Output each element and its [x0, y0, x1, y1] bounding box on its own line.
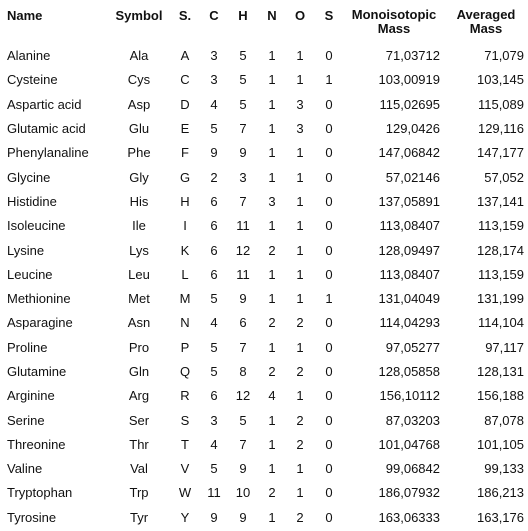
cell-symbol: Pro	[128, 339, 150, 355]
cell-averaged-mass: 147,177	[477, 145, 524, 161]
cell-carbon: 9	[210, 509, 218, 525]
cell-nitrogen: 2	[268, 485, 276, 501]
cell-monoisotopic-mass: 156,10112	[379, 388, 440, 404]
cell-monoisotopic-mass: 137,05891	[378, 193, 440, 209]
cell-single-letter: G	[179, 169, 191, 185]
cell-hydrogen: 11	[236, 218, 250, 234]
cell-carbon: 5	[210, 461, 218, 477]
table-header	[0, 0, 528, 44]
cell-symbol: Gly	[129, 169, 149, 185]
cell-sulfur: 0	[325, 48, 333, 64]
cell-symbol: Asn	[127, 315, 151, 331]
cell-oxygen: 2	[296, 436, 304, 452]
cell-nitrogen: 1	[268, 48, 276, 64]
cell-oxygen: 1	[296, 461, 304, 477]
cell-hydrogen: 9	[239, 291, 247, 307]
cell-nitrogen: 1	[268, 218, 276, 234]
cell-nitrogen: 1	[268, 412, 276, 428]
table-row	[0, 190, 528, 214]
cell-name: Glutamine	[7, 364, 67, 379]
cell-sulfur: 1	[325, 72, 333, 88]
cell-monoisotopic-mass: 128,09497	[378, 242, 440, 258]
cell-nitrogen: 1	[268, 339, 276, 355]
header-row	[0, 0, 528, 44]
cell-oxygen: 1	[296, 169, 304, 185]
cell-name: Histidine	[7, 193, 57, 209]
cell-single-letter: Q	[179, 364, 191, 379]
header-avg-line1: Averaged	[456, 7, 516, 22]
table-row	[0, 408, 528, 432]
cell-symbol: Leu	[128, 266, 150, 282]
cell-nitrogen: 2	[268, 315, 276, 331]
cell-monoisotopic-mass: 113,08407	[379, 218, 440, 234]
cell-carbon: 5	[210, 339, 218, 355]
cell-averaged-mass: 128,131	[477, 364, 524, 379]
cell-oxygen: 1	[296, 145, 304, 161]
cell-single-letter: V	[180, 461, 190, 477]
cell-single-letter: K	[180, 242, 190, 258]
cell-sulfur: 0	[325, 485, 333, 501]
cell-carbon: 5	[210, 291, 218, 307]
cell-sulfur: 0	[325, 121, 333, 137]
cell-single-letter: Y	[180, 509, 190, 525]
header-single-letter: S.	[178, 8, 192, 23]
header-nitrogen: N	[267, 8, 277, 23]
cell-monoisotopic-mass: 115,02695	[379, 96, 440, 112]
cell-sulfur: 0	[325, 145, 333, 161]
cell-name: Tyrosine	[7, 509, 57, 525]
cell-single-letter: M	[179, 291, 191, 307]
cell-averaged-mass: 163,176	[477, 509, 524, 525]
cell-monoisotopic-mass: 113,08407	[379, 266, 440, 282]
cell-nitrogen: 1	[268, 121, 276, 137]
cell-oxygen: 1	[296, 266, 304, 282]
table-row	[0, 93, 528, 117]
cell-sulfur: 0	[325, 193, 333, 209]
cell-symbol: Val	[130, 461, 148, 477]
cell-nitrogen: 1	[268, 96, 276, 112]
cell-name: Asparagine	[7, 315, 73, 331]
cell-nitrogen: 1	[268, 72, 276, 88]
cell-carbon: 5	[210, 121, 218, 137]
cell-carbon: 2	[210, 169, 218, 185]
cell-sulfur: 0	[325, 339, 333, 355]
cell-name: Glycine	[7, 169, 51, 185]
cell-monoisotopic-mass: 147,06842	[378, 145, 440, 161]
cell-monoisotopic-mass: 163,06333	[378, 509, 440, 525]
cell-single-letter: F	[181, 145, 189, 161]
cell-oxygen: 1	[296, 193, 304, 209]
header-hydrogen: H	[238, 8, 248, 23]
cell-carbon: 5	[210, 364, 218, 379]
cell-hydrogen: 3	[239, 169, 247, 185]
cell-single-letter: W	[178, 485, 192, 501]
cell-averaged-mass: 57,052	[484, 169, 524, 185]
cell-symbol: Tyr	[129, 509, 149, 525]
cell-single-letter: P	[180, 339, 190, 355]
cell-hydrogen: 7	[239, 193, 247, 209]
header-mono-line1: Monoisotopic	[351, 7, 437, 22]
cell-averaged-mass: 129,116	[477, 121, 524, 137]
cell-single-letter: R	[180, 388, 190, 404]
cell-name: Proline	[7, 339, 48, 355]
cell-single-letter: S	[180, 412, 190, 428]
cell-symbol: His	[129, 193, 149, 209]
cell-symbol: Phe	[127, 145, 151, 161]
cell-sulfur: 0	[325, 364, 333, 379]
table-row	[0, 384, 528, 408]
cell-sulfur: 0	[325, 315, 333, 331]
cell-monoisotopic-mass: 131,04049	[378, 291, 440, 307]
cell-oxygen: 1	[296, 291, 304, 307]
cell-sulfur: 0	[325, 436, 333, 452]
cell-hydrogen: 7	[239, 436, 247, 452]
cell-name: Arginine	[7, 388, 55, 404]
cell-averaged-mass: 99,133	[484, 461, 524, 477]
cell-hydrogen: 5	[239, 96, 247, 112]
cell-symbol: Lys	[129, 242, 149, 258]
cell-monoisotopic-mass: 129,0426	[385, 121, 440, 137]
table-row	[0, 44, 528, 68]
cell-carbon: 11	[207, 485, 221, 501]
cell-sulfur: 0	[325, 218, 333, 234]
cell-name: Aspartic acid	[7, 96, 82, 112]
cell-single-letter: C	[180, 72, 190, 88]
cell-monoisotopic-mass: 186,07932	[378, 485, 440, 501]
cell-hydrogen: 9	[239, 145, 247, 161]
cell-symbol: Thr	[129, 436, 149, 452]
cell-oxygen: 1	[296, 242, 304, 258]
cell-oxygen: 2	[296, 315, 304, 331]
cell-sulfur: 0	[325, 96, 333, 112]
cell-nitrogen: 2	[268, 364, 276, 379]
table-body	[0, 44, 528, 530]
cell-carbon: 3	[210, 48, 218, 64]
table-row	[0, 68, 528, 92]
cell-monoisotopic-mass: 103,00919	[378, 72, 440, 88]
cell-nitrogen: 1	[268, 145, 276, 161]
cell-hydrogen: 9	[239, 461, 247, 477]
cell-averaged-mass: 186,213	[477, 485, 524, 501]
table-row	[0, 433, 528, 457]
table-row	[0, 141, 528, 165]
cell-name: Glutamic acid	[7, 121, 86, 137]
table-row	[0, 336, 528, 360]
cell-single-letter: H	[180, 193, 190, 209]
cell-single-letter: T	[181, 436, 189, 452]
cell-carbon: 3	[210, 412, 218, 428]
cell-name: Alanine	[7, 48, 51, 64]
cell-hydrogen: 5	[239, 412, 247, 428]
cell-name: Valine	[7, 461, 43, 477]
cell-nitrogen: 1	[268, 291, 276, 307]
cell-averaged-mass: 97,117	[485, 339, 524, 355]
cell-hydrogen: 5	[239, 48, 247, 64]
cell-carbon: 9	[210, 145, 218, 161]
cell-averaged-mass: 156,188	[477, 388, 524, 404]
header-name: Name	[7, 8, 43, 23]
cell-symbol: Trp	[129, 485, 149, 501]
table-row	[0, 287, 528, 311]
header-averaged-mass	[444, 0, 528, 44]
table-row	[0, 481, 528, 505]
cell-name: Cysteine	[7, 72, 58, 88]
cell-sulfur: 0	[325, 412, 333, 428]
cell-averaged-mass: 131,199	[477, 291, 524, 307]
cell-monoisotopic-mass: 99,06842	[385, 461, 440, 477]
cell-symbol: Arg	[128, 388, 150, 404]
table-row	[0, 238, 528, 262]
cell-name: Serine	[7, 412, 45, 428]
cell-name: Leucine	[7, 266, 53, 282]
cell-hydrogen: 6	[239, 315, 247, 331]
cell-single-letter: D	[180, 96, 190, 112]
cell-monoisotopic-mass: 97,05277	[385, 339, 440, 355]
cell-name: Phenylanaline	[7, 145, 89, 161]
cell-oxygen: 1	[296, 485, 304, 501]
cell-carbon: 6	[210, 242, 218, 258]
cell-name: Methionine	[7, 291, 71, 307]
header-avg-line2: Mass	[469, 21, 503, 36]
cell-name: Isoleucine	[7, 218, 66, 234]
header-oxygen: O	[294, 8, 306, 23]
cell-single-letter: A	[180, 48, 190, 64]
cell-oxygen: 1	[296, 72, 304, 88]
cell-carbon: 6	[210, 388, 218, 404]
cell-averaged-mass: 103,145	[477, 72, 524, 88]
table-row	[0, 214, 528, 238]
table-row	[0, 506, 528, 530]
cell-monoisotopic-mass: 114,04293	[379, 315, 440, 331]
cell-carbon: 6	[210, 218, 218, 234]
cell-carbon: 4	[210, 436, 218, 452]
cell-oxygen: 1	[296, 339, 304, 355]
cell-monoisotopic-mass: 87,03203	[385, 412, 440, 428]
cell-sulfur: 0	[325, 509, 333, 525]
cell-carbon: 3	[210, 72, 218, 88]
table-row	[0, 457, 528, 481]
cell-name: Threonine	[7, 436, 66, 452]
cell-nitrogen: 1	[268, 509, 276, 525]
cell-single-letter: E	[180, 121, 190, 137]
cell-symbol: Asp	[127, 96, 151, 112]
cell-single-letter: L	[181, 266, 189, 282]
cell-averaged-mass: 114,104	[477, 315, 524, 331]
cell-single-letter: N	[180, 315, 190, 331]
table-row	[0, 117, 528, 141]
cell-oxygen: 2	[296, 509, 304, 525]
cell-averaged-mass: 71,079	[484, 48, 524, 64]
cell-averaged-mass: 115,089	[477, 96, 524, 112]
cell-hydrogen: 5	[239, 72, 247, 88]
cell-hydrogen: 12	[235, 388, 251, 404]
cell-hydrogen: 8	[239, 364, 247, 379]
cell-hydrogen: 10	[235, 485, 251, 501]
cell-monoisotopic-mass: 71,03712	[385, 48, 440, 64]
cell-averaged-mass: 113,159	[477, 218, 524, 234]
cell-hydrogen: 11	[236, 266, 250, 282]
cell-sulfur: 0	[325, 461, 333, 477]
cell-averaged-mass: 87,078	[484, 412, 524, 428]
cell-averaged-mass: 113,159	[477, 266, 524, 282]
cell-monoisotopic-mass: 101,04768	[378, 436, 440, 452]
header-sulfur: S	[324, 8, 334, 23]
cell-carbon: 6	[210, 266, 218, 282]
cell-sulfur: 0	[325, 266, 333, 282]
cell-hydrogen: 9	[239, 509, 247, 525]
cell-nitrogen: 1	[268, 461, 276, 477]
cell-oxygen: 2	[296, 364, 304, 379]
cell-sulfur: 1	[325, 291, 333, 307]
cell-hydrogen: 12	[235, 242, 251, 258]
cell-monoisotopic-mass: 128,05858	[378, 364, 440, 379]
cell-symbol: Ser	[128, 412, 150, 428]
cell-carbon: 6	[210, 193, 218, 209]
table-row	[0, 311, 528, 335]
header-symbol: Symbol	[115, 8, 163, 23]
cell-carbon: 4	[210, 315, 218, 331]
cell-averaged-mass: 101,105	[477, 436, 524, 452]
header-carbon: C	[209, 8, 219, 23]
cell-oxygen: 3	[296, 121, 304, 137]
cell-symbol: Ala	[129, 48, 149, 64]
cell-nitrogen: 1	[268, 436, 276, 452]
cell-symbol: Glu	[128, 121, 150, 137]
cell-nitrogen: 3	[268, 193, 276, 209]
cell-oxygen: 2	[296, 412, 304, 428]
cell-oxygen: 1	[296, 48, 304, 64]
cell-symbol: Cys	[127, 72, 151, 88]
table-row	[0, 165, 528, 189]
cell-name: Lysine	[7, 242, 45, 258]
cell-symbol: Met	[128, 291, 150, 307]
cell-sulfur: 0	[325, 242, 333, 258]
cell-carbon: 4	[210, 96, 218, 112]
header-mono-line2: Mass	[377, 21, 411, 36]
cell-oxygen: 1	[296, 218, 304, 234]
cell-symbol: Gln	[128, 364, 150, 379]
cell-hydrogen: 7	[239, 339, 247, 355]
header-monoisotopic-mass	[344, 0, 444, 44]
cell-name: Tryptophan	[7, 485, 73, 501]
table-row	[0, 263, 528, 287]
table-row	[0, 360, 528, 384]
cell-nitrogen: 4	[268, 388, 276, 404]
cell-nitrogen: 1	[268, 169, 276, 185]
cell-single-letter: I	[183, 218, 187, 234]
cell-averaged-mass: 137,141	[477, 193, 524, 209]
cell-monoisotopic-mass: 57,02146	[385, 169, 440, 185]
cell-hydrogen: 7	[239, 121, 247, 137]
cell-sulfur: 0	[325, 388, 333, 404]
cell-sulfur: 0	[325, 169, 333, 185]
cell-oxygen: 1	[296, 388, 304, 404]
cell-nitrogen: 1	[268, 266, 276, 282]
cell-averaged-mass: 128,174	[477, 242, 524, 258]
cell-symbol: Ile	[132, 218, 146, 234]
cell-oxygen: 3	[296, 96, 304, 112]
cell-nitrogen: 2	[268, 242, 276, 258]
